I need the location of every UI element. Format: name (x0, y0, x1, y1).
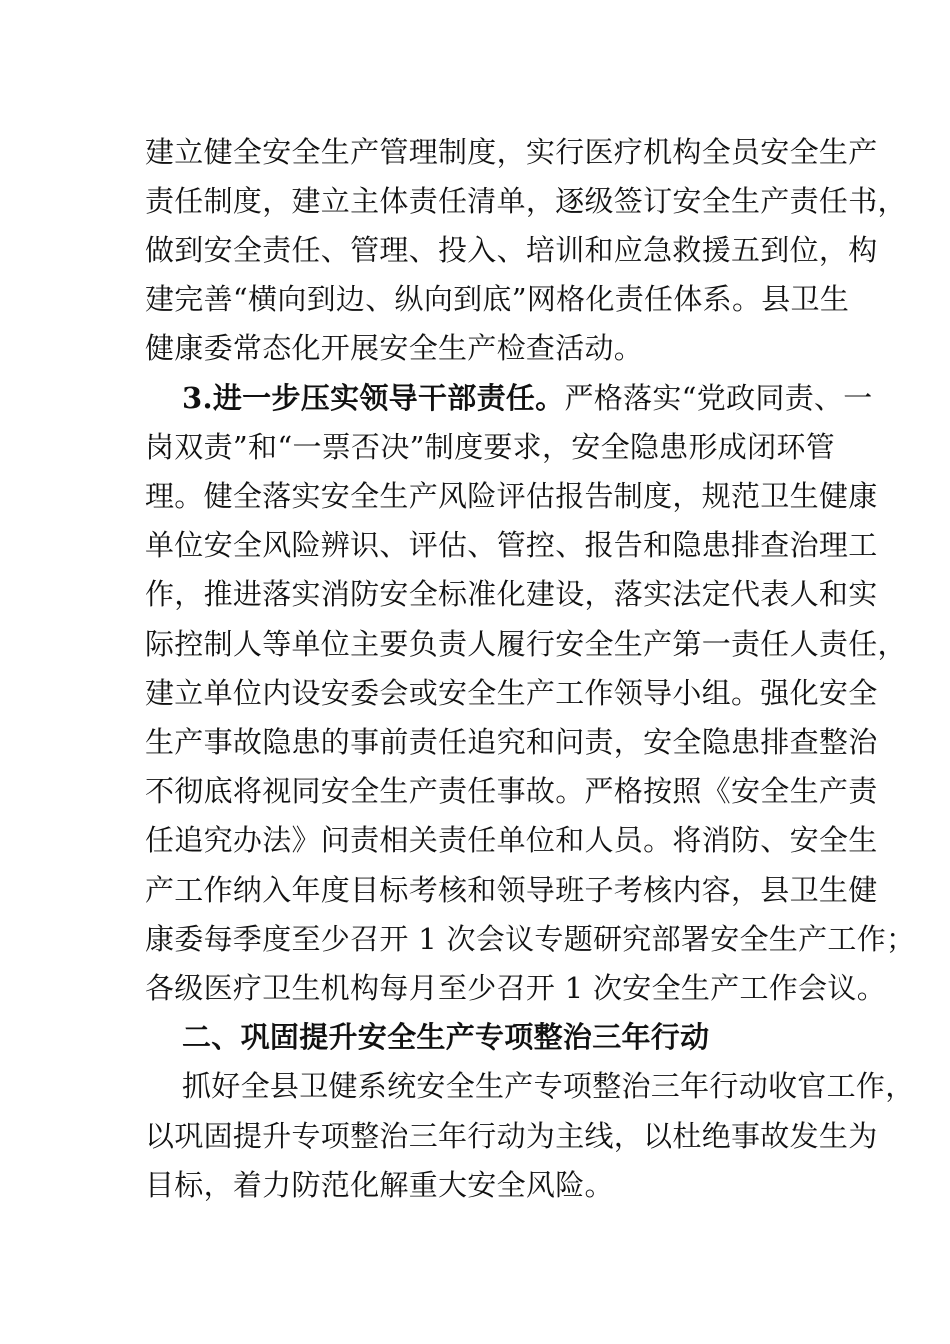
section-heading-text: 二、巩固提升安全生产专项整治三年行动 (182, 1020, 710, 1054)
line-text: 生产事故隐患的事前责任追究和问责，安全隐患排查整治 (145, 725, 878, 759)
line-text: 做到安全责任、管理、投入、培训和应急救援五到位，构 (145, 233, 878, 267)
body-text-line (145, 722, 878, 762)
line-text: 严格落实“党政同责、一 (564, 381, 873, 415)
line-text: 岗双责”和“一票否决”制度要求，安全隐患形成闭环管 (145, 430, 835, 464)
body-text-line (145, 132, 878, 172)
body-text-line (145, 328, 845, 368)
body-text-line (145, 673, 878, 713)
line-text: 单位安全风险辨识、评估、管控、报告和隐患排查治理工 (145, 528, 878, 562)
body-text-line (145, 919, 916, 959)
body-text-line (145, 427, 845, 467)
line-text: 目标，着力防范化解重大安全风险。 (145, 1168, 614, 1202)
line-text: 抓好全县卫健系统安全生产专项整治三年行动收官工作， (182, 1069, 915, 1103)
body-text-line (145, 230, 878, 270)
line-text: 责任制度，建立主体责任清单，逐级签订安全生产责任书， (145, 184, 907, 218)
subsection-heading-line (182, 378, 882, 418)
line-text: 产工作纳入年度目标考核和领导班子考核内容，县卫生健 (145, 873, 878, 907)
line-text: 建立健全安全生产管理制度，实行医疗机构全员安全生产 (145, 135, 878, 169)
body-text-line (145, 574, 878, 614)
line-text: 建立单位内设安委会或安全生产工作领导小组。强化安全 (145, 676, 878, 710)
line-text: 建完善“横向到边、纵向到底”网格化责任体系。县卫生 (145, 282, 850, 316)
body-text-line (145, 771, 878, 811)
body-text-line (145, 968, 886, 1008)
body-text-line (145, 525, 878, 565)
line-text: 以巩固提升专项整治三年行动为主线，以杜绝事故发生为 (145, 1119, 878, 1153)
section-heading (182, 1017, 882, 1057)
line-text: 康委每季度至少召开 1 次会议专题研究部署安全生产工作； (145, 922, 916, 956)
subsection-heading: 3.进一步压实领导干部责任。 (182, 381, 565, 415)
line-text: 理。健全落实安全生产风险评估报告制度，规范卫生健康 (145, 479, 878, 513)
body-text-line (145, 181, 907, 221)
line-text: 不彻底将视同安全生产责任事故。严格按照《安全生产责 (145, 774, 878, 808)
body-text-line (145, 1165, 845, 1205)
body-text-line (145, 820, 878, 860)
line-text: 作，推进落实消防安全标准化建设，落实法定代表人和实 (145, 577, 878, 611)
line-text: 健康委常态化开展安全生产检查活动。 (145, 331, 644, 365)
body-text-line (145, 279, 850, 319)
body-text-line (145, 1116, 878, 1156)
body-text-line (145, 870, 878, 910)
line-text: 际控制人等单位主要负责人履行安全生产第一责任人责任， (145, 627, 907, 661)
body-text-line (145, 476, 878, 516)
line-text: 任追究办法》问责相关责任单位和人员。将消防、安全生 (145, 823, 878, 857)
body-text-line (182, 1066, 915, 1106)
line-text: 各级医疗卫生机构每月至少召开 1 次安全生产工作会议。 (145, 971, 886, 1005)
body-text-line (145, 624, 907, 664)
